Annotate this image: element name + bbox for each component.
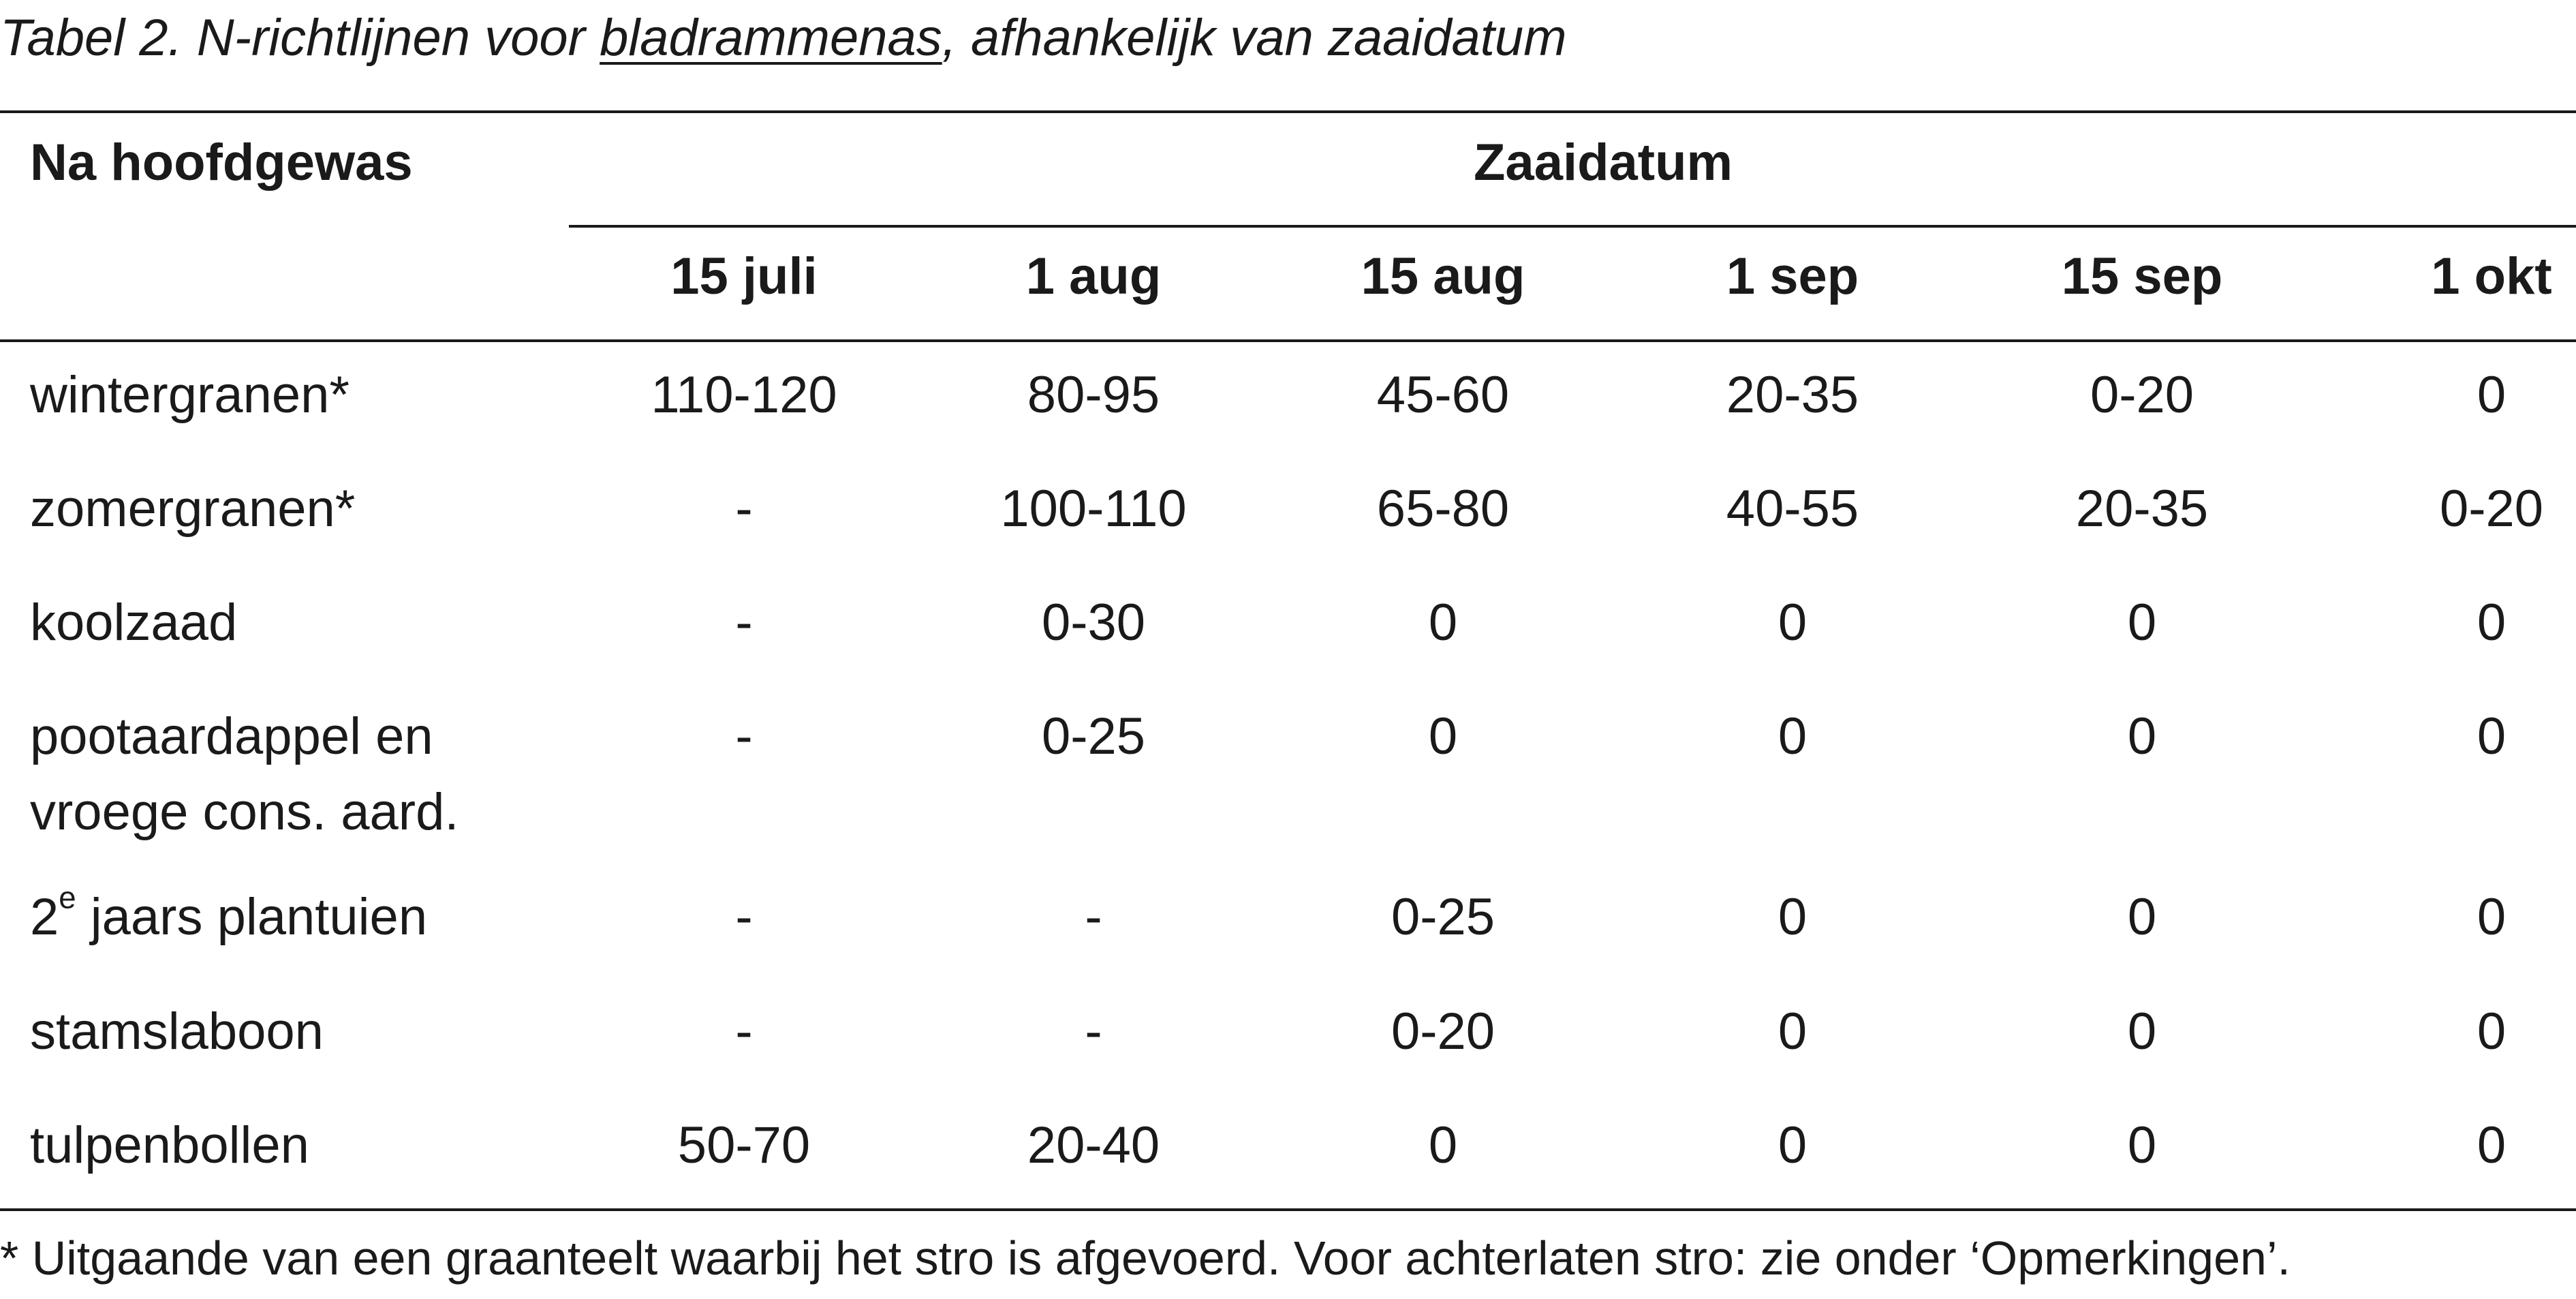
table-cell: 20-35 — [1726, 366, 1859, 424]
table-cell: 0 — [1778, 888, 1807, 946]
table-cell: 0 — [1428, 707, 1458, 765]
row-header: Na hoofdgewas — [30, 134, 413, 192]
table-cell: 0 — [2127, 888, 2157, 946]
table-cell: 0 — [2477, 888, 2507, 946]
table-cell: 0 — [2127, 1003, 2157, 1060]
table-cell: - — [1085, 1003, 1102, 1060]
column-header: 1 aug — [1025, 247, 1162, 305]
table-cell: 65-80 — [1376, 480, 1510, 538]
table-cell: 0-20 — [2090, 366, 2194, 424]
row-label-prefix: 2 — [30, 888, 59, 946]
row-label: stamslaboon — [30, 1003, 324, 1060]
table-cell: 50-70 — [677, 1116, 811, 1174]
table-cell: 0 — [1778, 1116, 1807, 1174]
table-cell: - — [735, 480, 753, 538]
row-label: wintergranen* — [30, 366, 350, 424]
table-cell: 0 — [2477, 707, 2507, 765]
table-cell: 0 — [2127, 1116, 2157, 1174]
table-cell: 0 — [2477, 1003, 2507, 1060]
row-label: tulpenbollen — [30, 1116, 309, 1174]
table-cell: 45-60 — [1376, 366, 1510, 424]
table-top-rule — [0, 110, 2576, 113]
table-bottom-rule — [0, 1208, 2576, 1211]
table-cell: - — [735, 594, 753, 652]
row-label: zomergranen* — [30, 480, 356, 538]
table-cell: 0 — [1428, 594, 1458, 652]
row-label: koolzaad — [30, 594, 238, 652]
table-cell: 0-30 — [1041, 594, 1146, 652]
group-header-zaaidatum: Zaaidatum — [1474, 134, 1733, 192]
table-cell: 0 — [1778, 707, 1807, 765]
column-header: 15 juli — [670, 247, 818, 305]
column-header: 15 sep — [2061, 247, 2223, 305]
column-header: 1 okt — [2431, 247, 2552, 305]
table-cell: - — [735, 888, 753, 946]
column-header: 1 sep — [1726, 247, 1859, 305]
table-cell: 20-40 — [1027, 1116, 1160, 1174]
header-bottom-rule — [0, 339, 2576, 342]
row-label-superscript: e — [59, 880, 76, 915]
table-cell: - — [1085, 888, 1102, 946]
table-cell: 80-95 — [1027, 366, 1160, 424]
column-header: 15 aug — [1361, 247, 1525, 305]
table-cell: 0 — [2127, 707, 2157, 765]
caption-underlined-term: bladrammenas — [600, 9, 942, 67]
caption-suffix: , afhankelijk van zaaidatum — [942, 9, 1567, 67]
table-cell: 0-25 — [1041, 707, 1146, 765]
table-cell: 0 — [1778, 1003, 1807, 1060]
table-cell: 20-35 — [2075, 480, 2209, 538]
row-label-line-1: pootaardappel en — [30, 707, 433, 765]
table-cell: 0-20 — [1391, 1003, 1495, 1060]
row-label-suffix: jaars plantuien — [76, 888, 428, 946]
table-cell: - — [735, 1003, 753, 1060]
table-cell: 0 — [2477, 366, 2507, 424]
table-cell: 0-20 — [2439, 480, 2544, 538]
table-cell: 0 — [2477, 1116, 2507, 1174]
table-cell: 0 — [1428, 1116, 1458, 1174]
group-header-rule — [569, 225, 2576, 228]
table-cell: 0 — [1778, 594, 1807, 652]
row-label-line-2: vroege cons. aard. — [30, 783, 459, 841]
table-cell: 40-55 — [1726, 480, 1859, 538]
table-caption — [0, 5, 1567, 71]
table-cell: 100-110 — [1000, 480, 1187, 538]
table-footnote: * Uitgaande van een graanteelt waarbij het stro is afgevoerd. Voor achterlaten stro: zie onder ‘Opmerkingen’. — [0, 1232, 2291, 1285]
table-cell: 0 — [2477, 594, 2507, 652]
table-cell: - — [735, 707, 753, 765]
row-label — [30, 880, 428, 950]
table-cell: 0-25 — [1391, 888, 1495, 946]
caption-prefix: Tabel 2. N-richtlijnen voor — [0, 9, 600, 67]
table-cell: 110-120 — [651, 366, 837, 424]
table-cell: 0 — [2127, 594, 2157, 652]
